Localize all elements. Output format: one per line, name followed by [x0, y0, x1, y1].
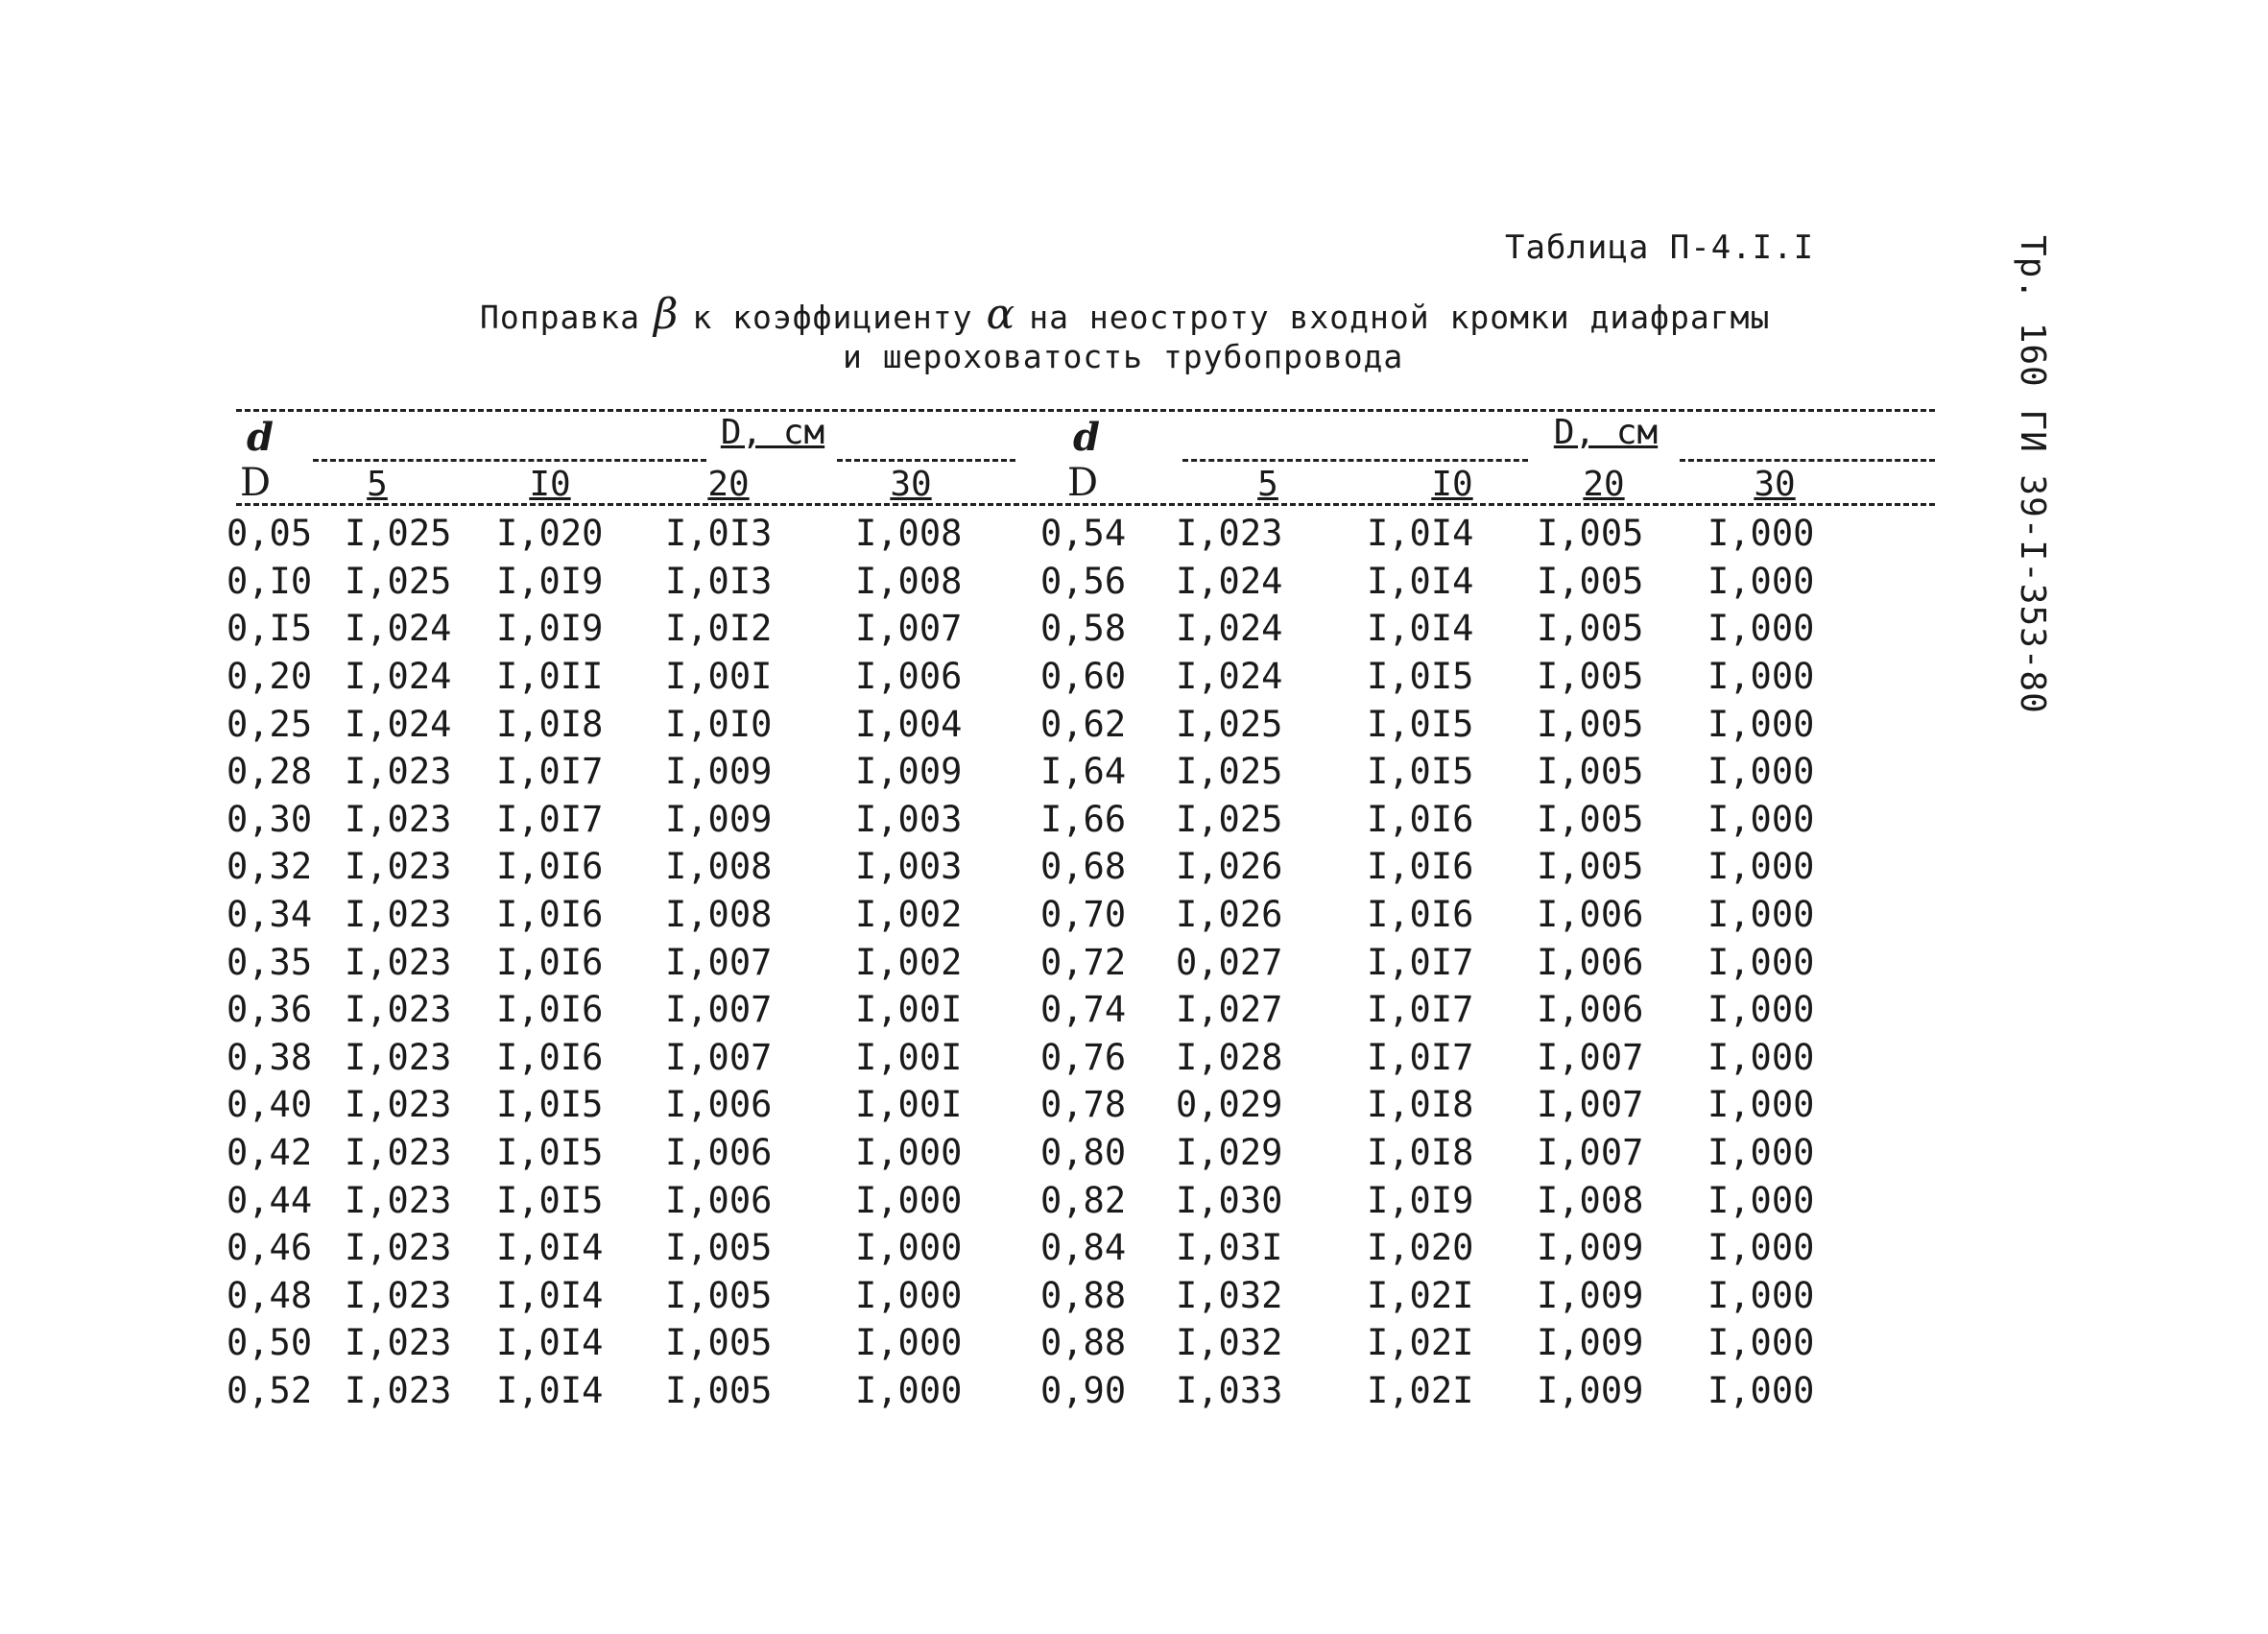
value-cell: I,0I6	[496, 1036, 604, 1078]
value-cell: I,023	[345, 894, 452, 936]
value-cell: I,0I6	[1367, 894, 1474, 936]
value-cell: I,009	[855, 751, 963, 793]
value-cell: I,00I	[855, 1084, 963, 1126]
ratio-cell: 0,58	[1040, 608, 1127, 650]
value-cell: I,006	[665, 1179, 773, 1221]
value-cell: I,027	[1176, 989, 1283, 1031]
value-cell: I,00I	[665, 656, 773, 698]
value-cell: I,0I3	[665, 560, 773, 602]
value-cell: I,007	[665, 1036, 773, 1078]
value-cell: I,000	[1707, 656, 1815, 698]
value-cell: I,004	[855, 703, 963, 745]
table-row	[227, 1224, 1861, 1272]
group-label-left: D, см	[720, 413, 825, 452]
table-row	[227, 558, 1861, 606]
ratio-denominator-right: D	[1067, 461, 1099, 505]
value-cell: I,024	[345, 703, 452, 745]
value-cell: I,007	[1537, 1132, 1644, 1174]
value-cell: I,000	[1707, 1132, 1815, 1174]
table-row	[227, 1176, 1861, 1224]
value-cell: I,0I5	[496, 1132, 604, 1174]
value-cell: I,03I	[1176, 1227, 1283, 1269]
ratio-cell: 0,68	[1040, 846, 1127, 888]
value-cell: I,0I2	[665, 608, 773, 650]
value-cell: I,0I5	[496, 1179, 604, 1221]
table-body	[227, 510, 1861, 1414]
ratio-cell: 0,42	[227, 1132, 313, 1174]
value-cell: I,0I7	[1367, 989, 1474, 1031]
col-head-10-right: I0	[1431, 465, 1473, 504]
title-prefix: Поправка	[480, 299, 640, 336]
value-cell: I,007	[855, 608, 963, 650]
value-cell: I,008	[855, 513, 963, 555]
value-cell: I,023	[345, 798, 452, 840]
value-cell: I,025	[1176, 751, 1283, 793]
value-cell: I,023	[345, 1084, 452, 1126]
ratio-cell: 0,I0	[227, 560, 313, 602]
table-row	[227, 986, 1861, 1034]
value-cell: I,0I3	[665, 513, 773, 555]
value-cell: I,0I5	[1367, 751, 1474, 793]
value-cell: I,000	[1707, 1036, 1815, 1078]
value-cell: I,000	[1707, 1322, 1815, 1364]
value-cell: I,025	[345, 560, 452, 602]
value-cell: I,023	[345, 1227, 452, 1269]
value-cell: I,0I4	[496, 1227, 604, 1269]
value-cell: I,006	[855, 656, 963, 698]
value-cell: I,006	[665, 1132, 773, 1174]
value-cell: I,0I4	[496, 1322, 604, 1364]
value-cell: I,007	[1537, 1036, 1644, 1078]
value-cell: I,005	[1537, 656, 1644, 698]
table-row	[227, 653, 1861, 701]
value-cell: I,002	[855, 894, 963, 936]
value-cell: I,025	[345, 513, 452, 555]
value-cell: I,000	[1707, 798, 1815, 840]
table-row	[227, 1081, 1861, 1129]
value-cell: I,0I6	[1367, 846, 1474, 888]
ratio-cell: 0,76	[1040, 1036, 1127, 1078]
ratio-cell: 0,80	[1040, 1132, 1127, 1174]
value-cell: I,0I7	[496, 798, 604, 840]
side-document-code: Тр. 160 ГИ 39-I-353-80	[2013, 235, 2052, 714]
value-cell: I,009	[1537, 1322, 1644, 1364]
col-head-10-left: I0	[529, 465, 571, 504]
value-cell: I,005	[1537, 798, 1644, 840]
alpha-symbol: α	[986, 290, 1016, 339]
value-cell: I,000	[1707, 703, 1815, 745]
value-cell: I,00I	[855, 1036, 963, 1078]
value-cell: I,032	[1176, 1274, 1283, 1316]
ratio-cell: 0,50	[227, 1322, 313, 1364]
ratio-cell: 0,82	[1040, 1179, 1127, 1221]
ratio-cell: 0,72	[1040, 941, 1127, 983]
value-cell: I,000	[855, 1274, 963, 1316]
value-cell: I,000	[1707, 513, 1815, 555]
ratio-cell: 0,48	[227, 1274, 313, 1316]
value-cell: I,023	[345, 846, 452, 888]
value-cell: I,006	[1537, 989, 1644, 1031]
value-cell: I,025	[1176, 703, 1283, 745]
value-cell: I,008	[665, 846, 773, 888]
col-head-30-right: 30	[1754, 465, 1796, 504]
value-cell: I,005	[665, 1369, 773, 1411]
value-cell: I,005	[665, 1227, 773, 1269]
value-cell: I,024	[345, 656, 452, 698]
table-number: Таблица П-4.I.I	[1505, 228, 1815, 267]
ratio-cell: 0,52	[227, 1369, 313, 1411]
col-head-20-right: 20	[1583, 465, 1625, 504]
value-cell: I,000	[1707, 941, 1815, 983]
value-cell: I,0I6	[496, 894, 604, 936]
table-row	[227, 1129, 1861, 1177]
value-cell: I,0I7	[1367, 941, 1474, 983]
value-cell: I,024	[345, 608, 452, 650]
ratio-cell: I,66	[1040, 798, 1127, 840]
value-cell: I,02I	[1367, 1369, 1474, 1411]
value-cell: I,005	[1537, 608, 1644, 650]
ratio-cell: 0,05	[227, 513, 313, 555]
ratio-cell: 0,28	[227, 751, 313, 793]
value-cell: I,000	[1707, 894, 1815, 936]
value-cell: I,026	[1176, 894, 1283, 936]
value-cell: I,0I4	[1367, 513, 1474, 555]
value-cell: I,0I8	[1367, 1132, 1474, 1174]
header-middle-rule-right-2	[1680, 459, 1935, 462]
value-cell: I,009	[1537, 1369, 1644, 1411]
value-cell: I,0I5	[1367, 703, 1474, 745]
header-middle-rule-left	[313, 459, 706, 462]
value-cell: I,000	[1707, 1084, 1815, 1126]
ratio-cell: 0,60	[1040, 656, 1127, 698]
ratio-cell: 0,70	[1040, 894, 1127, 936]
value-cell: I,009	[1537, 1274, 1644, 1316]
ratio-cell: I,64	[1040, 751, 1127, 793]
table-row	[227, 796, 1861, 844]
table-row	[227, 843, 1861, 891]
value-cell: I,008	[665, 894, 773, 936]
value-cell: I,005	[1537, 513, 1644, 555]
ratio-cell: 0,36	[227, 989, 313, 1031]
table-row	[227, 891, 1861, 939]
value-cell: I,009	[665, 798, 773, 840]
ratio-cell: 0,88	[1040, 1274, 1127, 1316]
table-title-line-1	[480, 290, 1770, 339]
value-cell: I,024	[1176, 560, 1283, 602]
ratio-cell: 0,I5	[227, 608, 313, 650]
ratio-cell: 0,62	[1040, 703, 1127, 745]
value-cell: I,029	[1176, 1132, 1283, 1174]
ratio-denominator-left: D	[240, 461, 272, 505]
col-head-30-left: 30	[890, 465, 932, 504]
value-cell: I,000	[1707, 1369, 1815, 1411]
ratio-cell: 0,38	[227, 1036, 313, 1078]
ratio-cell: 0,32	[227, 846, 313, 888]
value-cell: I,0I9	[496, 560, 604, 602]
table-row	[227, 1034, 1861, 1082]
table-title-line-2: и шероховатость трубопровода	[843, 338, 1404, 375]
value-cell: I,005	[1537, 560, 1644, 602]
ratio-cell: 0,56	[1040, 560, 1127, 602]
value-cell: I,032	[1176, 1322, 1283, 1364]
value-cell: I,0I7	[1367, 1036, 1474, 1078]
value-cell: I,0I6	[496, 846, 604, 888]
value-cell: I,000	[1707, 989, 1815, 1031]
ratio-cell: 0,78	[1040, 1084, 1127, 1126]
ratio-cell: 0,88	[1040, 1322, 1127, 1364]
table-row	[227, 1272, 1861, 1320]
value-cell: I,006	[665, 1084, 773, 1126]
value-cell: I,008	[1537, 1179, 1644, 1221]
value-cell: I,005	[665, 1274, 773, 1316]
value-cell: I,023	[345, 1274, 452, 1316]
ratio-cell: 0,90	[1040, 1369, 1127, 1411]
value-cell: I,003	[855, 846, 963, 888]
header-middle-rule-left-2	[837, 459, 1015, 462]
value-cell: I,005	[1537, 846, 1644, 888]
value-cell: I,009	[665, 751, 773, 793]
value-cell: I,023	[345, 1369, 452, 1411]
value-cell: I,023	[345, 941, 452, 983]
value-cell: I,000	[855, 1227, 963, 1269]
value-cell: I,000	[1707, 1274, 1815, 1316]
value-cell: I,024	[1176, 608, 1283, 650]
correction-table	[227, 510, 1861, 1414]
value-cell: I,007	[1537, 1084, 1644, 1126]
value-cell: I,002	[855, 941, 963, 983]
value-cell: I,023	[345, 1322, 452, 1364]
ratio-cell: 0,46	[227, 1227, 313, 1269]
value-cell: I,023	[345, 751, 452, 793]
value-cell: I,033	[1176, 1369, 1283, 1411]
header-middle-rule-right	[1182, 459, 1528, 462]
value-cell: I,0I9	[496, 608, 604, 650]
value-cell: I,020	[496, 513, 604, 555]
value-cell: I,000	[1707, 560, 1815, 602]
ratio-cell: 0,44	[227, 1179, 313, 1221]
value-cell: I,023	[345, 1179, 452, 1221]
value-cell: I,000	[855, 1179, 963, 1221]
value-cell: I,0I4	[1367, 560, 1474, 602]
value-cell: I,0I6	[1367, 798, 1474, 840]
table-row	[227, 1367, 1861, 1415]
header-top-rule	[236, 409, 1935, 412]
value-cell: I,0I8	[1367, 1084, 1474, 1126]
value-cell: I,006	[1537, 941, 1644, 983]
col-head-5-right: 5	[1257, 465, 1278, 504]
value-cell: I,000	[1707, 846, 1815, 888]
value-cell: I,000	[1707, 1179, 1815, 1221]
table-row	[227, 605, 1861, 653]
value-cell: I,02I	[1367, 1274, 1474, 1316]
value-cell: I,005	[1537, 751, 1644, 793]
value-cell: I,025	[1176, 798, 1283, 840]
value-cell: I,0I6	[496, 941, 604, 983]
value-cell: I,009	[1537, 1227, 1644, 1269]
ratio-cell: 0,34	[227, 894, 313, 936]
ratio-cell: 0,54	[1040, 513, 1127, 555]
value-cell: 0,027	[1176, 941, 1283, 983]
table-row	[227, 1319, 1861, 1367]
value-cell: I,0I5	[1367, 656, 1474, 698]
table-row	[227, 748, 1861, 796]
title-suffix: на неостроту входной кромки диафрагмы	[1029, 299, 1771, 336]
value-cell: I,000	[855, 1322, 963, 1364]
value-cell: I,0I5	[496, 1084, 604, 1126]
value-cell: I,023	[345, 989, 452, 1031]
table-row	[227, 938, 1861, 986]
value-cell: I,0I9	[1367, 1179, 1474, 1221]
table-row	[227, 510, 1861, 558]
title-middle: к коэффициенту	[692, 299, 973, 336]
beta-symbol: β	[653, 290, 680, 339]
ratio-numerator-left: d	[247, 415, 274, 460]
value-cell: I,026	[1176, 846, 1283, 888]
value-cell: I,023	[345, 1036, 452, 1078]
value-cell: I,02I	[1367, 1322, 1474, 1364]
value-cell: I,000	[1707, 608, 1815, 650]
value-cell: I,007	[665, 941, 773, 983]
value-cell: I,007	[665, 989, 773, 1031]
value-cell: I,020	[1367, 1227, 1474, 1269]
ratio-numerator-right: d	[1073, 415, 1100, 460]
value-cell: I,0I0	[665, 703, 773, 745]
ratio-cell: 0,25	[227, 703, 313, 745]
value-cell: I,000	[855, 1132, 963, 1174]
value-cell: I,0II	[496, 656, 604, 698]
value-cell: I,006	[1537, 894, 1644, 936]
ratio-cell: 0,30	[227, 798, 313, 840]
value-cell: I,023	[1176, 513, 1283, 555]
col-head-20-left: 20	[707, 465, 750, 504]
value-cell: I,0I4	[496, 1274, 604, 1316]
group-label-right: D, см	[1553, 413, 1659, 452]
table-row	[227, 700, 1861, 748]
value-cell: I,030	[1176, 1179, 1283, 1221]
value-cell: I,000	[1707, 1227, 1815, 1269]
value-cell: I,00I	[855, 989, 963, 1031]
ratio-cell: 0,35	[227, 941, 313, 983]
value-cell: I,000	[855, 1369, 963, 1411]
value-cell: I,0I7	[496, 751, 604, 793]
value-cell: I,0I4	[1367, 608, 1474, 650]
value-cell: I,028	[1176, 1036, 1283, 1078]
value-cell: I,024	[1176, 656, 1283, 698]
value-cell: I,0I4	[496, 1369, 604, 1411]
ratio-cell: 0,74	[1040, 989, 1127, 1031]
value-cell: I,003	[855, 798, 963, 840]
ratio-cell: 0,84	[1040, 1227, 1127, 1269]
value-cell: I,000	[1707, 751, 1815, 793]
value-cell: I,008	[855, 560, 963, 602]
value-cell: I,0I6	[496, 989, 604, 1031]
value-cell: I,005	[665, 1322, 773, 1364]
ratio-cell: 0,40	[227, 1084, 313, 1126]
value-cell: I,0I8	[496, 703, 604, 745]
col-head-5-left: 5	[367, 465, 388, 504]
ratio-cell: 0,20	[227, 656, 313, 698]
value-cell: I,023	[345, 1132, 452, 1174]
value-cell: 0,029	[1176, 1084, 1283, 1126]
value-cell: I,005	[1537, 703, 1644, 745]
